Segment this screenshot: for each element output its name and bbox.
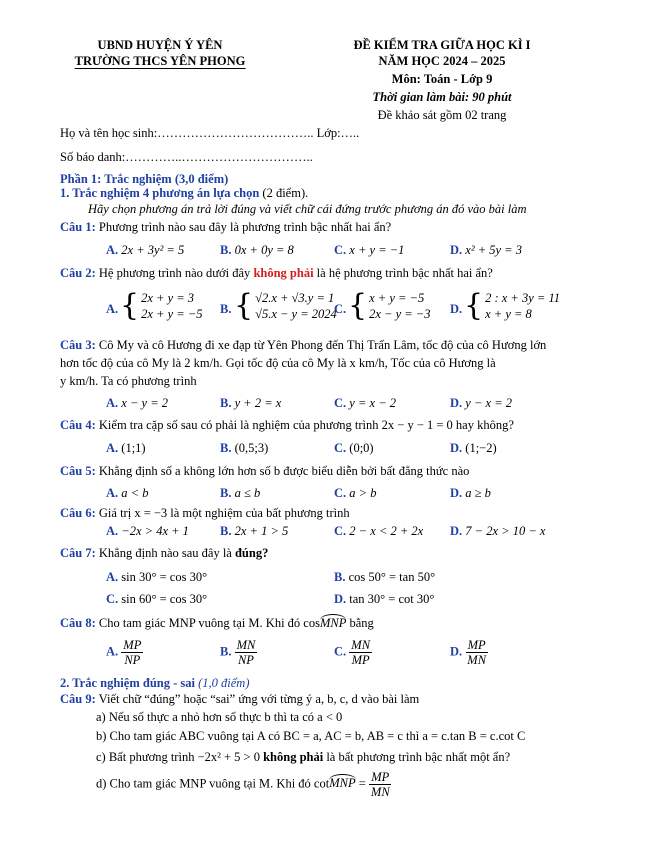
question-7: Câu 7: Khẳng định nào sau đây là đúng? xyxy=(60,546,269,560)
question-6: Câu 6: Giá trị x = −3 là một nghiệm của bất phương trình xyxy=(60,506,350,520)
q4-option-c: C. (0;0) xyxy=(334,441,374,455)
question-2: Câu 2: Hệ phương trình nào dưới đây không phải là hệ phương trình bậc nhất hai ẩn? xyxy=(60,266,493,280)
question-1: Câu 1: Phương trình nào sau đây là phương trình bậc nhất hai ẩn? xyxy=(60,220,392,234)
q1-option-b: B. 0x + 0y = 8 xyxy=(220,243,294,257)
q6-option-d: D. 7 − 2x > 10 − x xyxy=(450,524,546,538)
q2-system-a: { 2x + y = 3 2x + y = −5 xyxy=(120,288,203,323)
q1-option-a: A. 2x + 3y² = 5 xyxy=(106,243,185,257)
q7-option-d: D. tan 30° = cot 30° xyxy=(334,592,435,606)
district-name: UBND HUYỆN Ý YÊN xyxy=(97,38,223,52)
q2-system-b: { √2.x + √3.y = 1 √5.x − y = 2024 xyxy=(234,288,337,323)
q5-option-a: A. a < b xyxy=(106,486,149,500)
page-count: Đề khảo sát gồm 02 trang xyxy=(377,108,507,122)
question-5: Câu 5: Khẳng định số a không lớn hơn số b được biểu diễn bởi bất đẳng thức nào xyxy=(60,464,470,478)
part1-title: Phần 1: Trắc nghiệm (3,0 điểm) xyxy=(60,172,229,186)
question-3-line-3: y km/h. Ta có phương trình xyxy=(60,374,197,388)
brace-icon: { xyxy=(464,288,484,323)
q2-label-a: A. xyxy=(106,302,119,316)
q4-option-b: B. (0,5;3) xyxy=(220,441,269,455)
section1-title: 1. Trắc nghiệm 4 phương án lựa chọn (2 điểm). xyxy=(60,186,309,200)
q3-option-c: C. y = x − 2 xyxy=(334,396,396,410)
duration: Thời gian làm bài: 90 phút xyxy=(372,90,512,104)
exam-title: ĐỀ KIỂM TRA GIỮA HỌC KÌ I xyxy=(353,38,531,52)
q8-option-b: B. $\frac{MN}{NP}$ xyxy=(220,638,256,667)
q9-item-a: a) Nếu số thực a nhỏ hơn số thực b thì ta có a < 0 xyxy=(96,710,343,724)
q1-option-c: C. x + y = −1 xyxy=(334,243,405,257)
q2-label-d: D. xyxy=(450,302,463,316)
q3-option-a: A. x − y = 2 xyxy=(106,396,168,410)
school-year: NĂM HỌC 2024 – 2025 xyxy=(378,54,506,68)
student-name-line: Họ và tên học sinh:……………………………….. Lớp:….. xyxy=(60,126,360,140)
student-id-line: Số báo danh:…………..………………………….. xyxy=(60,150,313,164)
q3-option-d: D. y − x = 2 xyxy=(450,396,512,410)
brace-icon: { xyxy=(348,288,368,323)
q8-option-a: A. $\frac{MP}{NP}$ xyxy=(106,638,142,667)
question-8: Câu 8: Cho tam giác MNP vuông tại M. Khi đó cosMNP bằng xyxy=(60,616,374,630)
q2-label-b: B. xyxy=(220,302,232,316)
q9-item-d: d) Cho tam giác MNP vuông tại M. Khi đó cotMNP = $\frac{MP}{MN}$ xyxy=(96,770,390,799)
q5-option-c: C. a > b xyxy=(334,486,377,500)
school-name: TRƯỜNG THCS YÊN PHONG xyxy=(74,54,246,68)
q7-option-c: C. sin 60° = cos 30° xyxy=(106,592,208,606)
brace-icon: { xyxy=(234,288,254,323)
q3-option-b: B. y + 2 = x xyxy=(220,396,282,410)
q5-option-d: D. a ≥ b xyxy=(450,486,491,500)
q4-option-d: D. (1;−2) xyxy=(450,441,497,455)
instruction: Hãy chọn phương án trả lời đúng và viết chữ cái đứng trước phương án đó vào bài làm xyxy=(88,202,527,216)
brace-icon: { xyxy=(120,288,140,323)
q8-option-d: D. $\frac{MP}{MN}$ xyxy=(450,638,487,667)
question-3: Câu 3: Cô My và cô Hương đi xe đạp từ Yên Phong đến Thị Trấn Lâm, tốc độ của cô Hương lớn xyxy=(60,338,547,352)
q2-system-c: { x + y = −5 2x − y = −3 xyxy=(348,288,431,323)
q9-item-c: c) Bất phương trình −2x² + 5 > 0 không phải là bất phương trình bậc nhất một ẩn? xyxy=(96,750,511,764)
section2-title: 2. Trắc nghiệm đúng - sai (1,0 điểm) xyxy=(60,676,250,690)
question-9: Câu 9: Viết chữ “đúng” hoặc “sai” ứng với từng ý a, b, c, d vào bài làm xyxy=(60,692,420,706)
question-3-line-2: hơn tốc độ của cô My là 2 km/h. Gọi tốc độ của cô My là x km/h, Tốc của cô Hương là xyxy=(60,356,496,370)
q9-item-b: b) Cho tam giác ABC vuông tại A có BC = a, AC = b, AB = c thì a = c.tan B = c.cot C xyxy=(96,729,526,743)
q6-option-b: B. 2x + 1 > 5 xyxy=(220,524,289,538)
q6-option-a: A. −2x > 4x + 1 xyxy=(106,524,189,538)
q2-system-d: { 2 : x + 3y = 11 x + y = 8 xyxy=(464,288,561,323)
subject: Môn: Toán - Lớp 9 xyxy=(391,72,493,86)
q5-option-b: B. a ≤ b xyxy=(220,486,261,500)
question-4: Câu 4: Kiểm tra cặp số sau có phải là nghiệm của phương trình 2x − y − 1 = 0 hay không? xyxy=(60,418,514,432)
q1-option-d: D. x² + 5y = 3 xyxy=(450,243,522,257)
q4-option-a: A. (1;1) xyxy=(106,441,146,455)
q7-option-a: A. sin 30° = cos 30° xyxy=(106,570,208,584)
q2-label-c: C. xyxy=(334,302,347,316)
q6-option-c: C. 2 − x < 2 + 2x xyxy=(334,524,424,538)
q7-option-b: B. cos 50° = tan 50° xyxy=(334,570,436,584)
q8-option-c: C. $\frac{MN}{MP}$ xyxy=(334,638,371,667)
